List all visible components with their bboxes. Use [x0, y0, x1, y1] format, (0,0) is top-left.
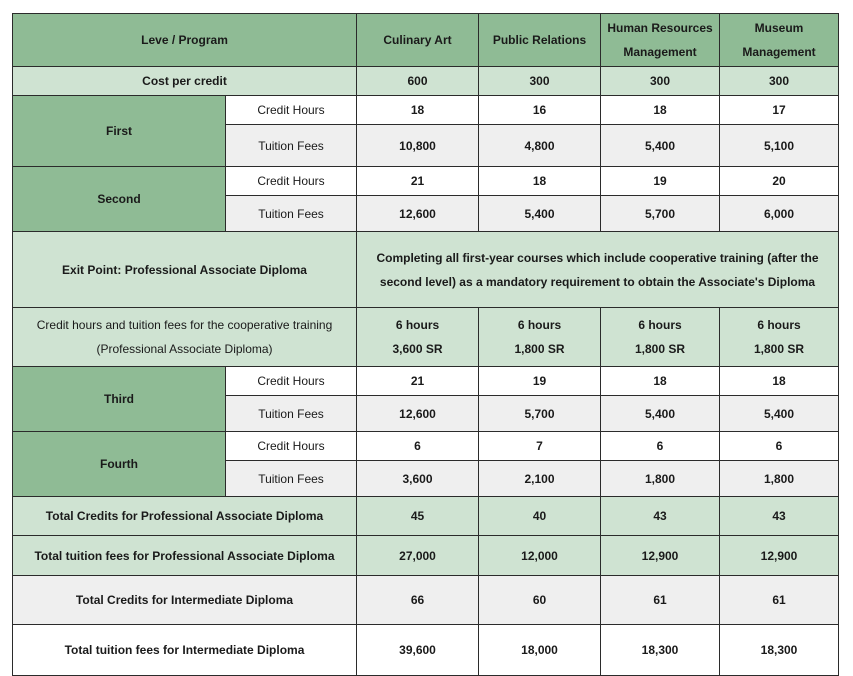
total-fees-id-label: Total tuition fees for Intermediate Diploma — [13, 625, 357, 676]
table-cell: 60 — [479, 576, 601, 625]
table-cell: 300 — [601, 67, 720, 96]
table-cell: 66 — [357, 576, 479, 625]
table-cell: 18,000 — [479, 625, 601, 676]
table-cell: 18 — [479, 167, 601, 196]
table-cell: 18,300 — [720, 625, 839, 676]
program-header-human-resources: Human Resources Management — [601, 14, 720, 67]
table-cell: 7 — [479, 432, 601, 461]
coop-training-label: Credit hours and tuition fees for the cooperative training (Professional Associate Diploma) — [13, 308, 357, 367]
table-cell: 43 — [601, 497, 720, 536]
table-cell: 6 — [601, 432, 720, 461]
table-cell: 5,100 — [720, 125, 839, 167]
level-program-header: Leve / Program — [13, 14, 357, 67]
credit-hours-label: Credit Hours — [226, 167, 357, 196]
table-cell: 12,600 — [357, 396, 479, 432]
cost-per-credit-label: Cost per credit — [13, 67, 357, 96]
table-cell: 5,700 — [479, 396, 601, 432]
table-cell: 12,000 — [479, 536, 601, 576]
coop-hours: 6 hours — [395, 318, 440, 332]
program-header-public-relations: Public Relations — [479, 14, 601, 67]
table-cell: 5,400 — [601, 125, 720, 167]
credit-hours-label: Credit Hours — [226, 432, 357, 461]
coop-fees: 1,800 SR — [753, 342, 805, 356]
table-cell: 16 — [479, 96, 601, 125]
table-cell: 6,000 — [720, 196, 839, 232]
table-cell: 5,400 — [479, 196, 601, 232]
coop-fees: 1,800 SR — [514, 342, 565, 356]
table-cell: 1,800 — [720, 461, 839, 497]
table-cell: 18 — [601, 367, 720, 396]
table-cell: 17 — [720, 96, 839, 125]
table-cell: 20 — [720, 167, 839, 196]
total-credits-id-label: Total Credits for Intermediate Diploma — [13, 576, 357, 625]
total-fees-pad-row — [13, 536, 839, 576]
level-third-label: Third — [13, 367, 226, 432]
table-cell: 12,600 — [357, 196, 479, 232]
tuition-fees-label: Tuition Fees — [226, 196, 357, 232]
coop-cell-culinary-art — [357, 308, 479, 367]
table-cell: 21 — [357, 367, 479, 396]
table-cell: 300 — [720, 67, 839, 96]
table-cell: 18,300 — [601, 625, 720, 676]
table-cell: 18 — [720, 367, 839, 396]
coop-cell-public-relations — [479, 308, 601, 367]
third-credit-hours-row — [13, 367, 839, 396]
credit-hours-label: Credit Hours — [226, 367, 357, 396]
coop-fees: 3,600 SR — [392, 342, 443, 356]
fourth-credit-hours-row — [13, 432, 839, 461]
coop-hours: 6 hours — [517, 318, 562, 332]
table-cell: 18 — [357, 96, 479, 125]
table-cell: 1,800 — [601, 461, 720, 497]
tuition-fees-label: Tuition Fees — [226, 461, 357, 497]
table-cell: 45 — [357, 497, 479, 536]
coop-training-row — [13, 308, 839, 367]
coop-hours: 6 hours — [757, 318, 801, 332]
total-fees-pad-label: Total tuition fees for Professional Associate Diploma — [13, 536, 357, 576]
level-second-label: Second — [13, 167, 226, 232]
table-cell: 21 — [357, 167, 479, 196]
program-header-museum-management: Museum Management — [720, 14, 839, 67]
credit-hours-label: Credit Hours — [226, 96, 357, 125]
table-cell: 300 — [479, 67, 601, 96]
total-credits-id-row — [13, 576, 839, 625]
table-cell: 61 — [720, 576, 839, 625]
table-cell: 6 — [357, 432, 479, 461]
table-cell: 3,600 — [357, 461, 479, 497]
cost-per-credit-row — [13, 67, 839, 96]
first-credit-hours-row — [13, 96, 839, 125]
table-cell: 43 — [720, 497, 839, 536]
table-cell: 5,400 — [720, 396, 839, 432]
tuition-fees-table — [12, 13, 839, 676]
program-header-culinary-art: Culinary Art — [357, 14, 479, 67]
tuition-fees-label: Tuition Fees — [226, 125, 357, 167]
table-cell: 6 — [720, 432, 839, 461]
header-row — [13, 14, 839, 67]
table-cell: 40 — [479, 497, 601, 536]
table-cell: 61 — [601, 576, 720, 625]
coop-fees: 1,800 SR — [634, 342, 686, 356]
level-fourth-label: Fourth — [13, 432, 226, 497]
table-cell: 600 — [357, 67, 479, 96]
table-cell: 19 — [479, 367, 601, 396]
table-cell: 5,700 — [601, 196, 720, 232]
coop-cell-human-resources — [601, 308, 720, 367]
coop-hours: 6 hours — [638, 318, 682, 332]
table-cell: 2,100 — [479, 461, 601, 497]
exit-point-label: Exit Point: Professional Associate Diploma — [13, 232, 357, 308]
exit-point-text: Completing all first-year courses which include cooperative training (after the second level) as a mandatory requirement to obtain the Associate's Diploma — [357, 232, 839, 308]
table-cell: 19 — [601, 167, 720, 196]
table-cell: 18 — [601, 96, 720, 125]
exit-point-row — [13, 232, 839, 308]
table-cell: 39,600 — [357, 625, 479, 676]
table-cell: 5,400 — [601, 396, 720, 432]
total-credits-pad-row — [13, 497, 839, 536]
level-first-label: First — [13, 96, 226, 167]
second-credit-hours-row — [13, 167, 839, 196]
table-cell: 12,900 — [601, 536, 720, 576]
total-credits-pad-label: Total Credits for Professional Associate Diploma — [13, 497, 357, 536]
tuition-fees-label: Tuition Fees — [226, 396, 357, 432]
table-cell: 12,900 — [720, 536, 839, 576]
coop-cell-museum-management — [720, 308, 839, 367]
table-cell: 4,800 — [479, 125, 601, 167]
total-fees-id-row — [13, 625, 839, 676]
table-cell: 27,000 — [357, 536, 479, 576]
table-cell: 10,800 — [357, 125, 479, 167]
